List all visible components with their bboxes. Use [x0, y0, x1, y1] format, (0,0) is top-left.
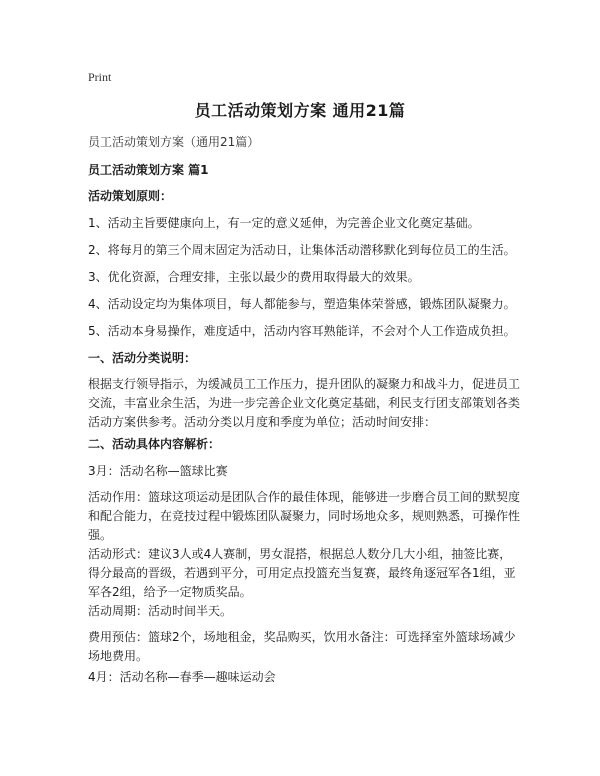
principle-item: 5、活动本身易操作，难度适中，活动内容耳熟能详，不会对个人工作造成负担。: [88, 324, 516, 338]
april-activity-title: 4月：活动名称—春季—趣味运动会: [88, 670, 276, 684]
principles-heading: 活动策划原则：: [88, 189, 173, 203]
march-activity-title: 3月：活动名称—篮球比赛: [88, 464, 228, 478]
march-activity-effect: 活动作用：篮球这项运动是团队合作的最佳体现，能够进一步磨合员工间的默契度和配合能力，在竞技过程中锻炼团队凝聚力，同时场地众多，规则熟悉，可操作性强。: [88, 490, 521, 542]
march-activity-form: 活动形式：建议3人或4人赛制，男女混搭，根据总人数分几大小组，抽签比赛，得分最高的晋级，若遇到平分，可用定点投篮充当复赛，最终角逐冠军各1组，亚军各2组，给予一定物质奖品。: [88, 547, 516, 599]
principle-item: 1、活动主旨要健康向上，有一定的意义延伸，为完善企业文化奠定基础。: [88, 216, 480, 230]
document-subtitle: 员工活动策划方案（通用21篇）: [88, 135, 260, 149]
march-activity-budget: 费用预估：篮球2个，场地租金，奖品购买，饮用水备注：可选择室外篮球场减少场地费用。: [88, 630, 516, 663]
principle-item: 2、将每月的第三个周末固定为活动日，让集体活动潜移默化到每位员工的生活。: [88, 243, 516, 257]
page-title: 员工活动策划方案 通用21篇: [194, 101, 406, 120]
print-label[interactable]: Print: [88, 70, 112, 84]
march-activity-period: 活动周期：活动时间半天。: [88, 604, 233, 618]
category-paragraph: 根据支行领导指示，为缓减员工工作压力，提升团队的凝聚力和战斗力，促进员工交流，丰富业余生活，为进一步完善企业文化奠定基础，利民支行团支部策划各类活动方案供参考。活动分类以月度和季度为单位；活动时间安排：: [88, 377, 521, 429]
principle-item: 3、优化资源，合理安排，主张以最少的费用取得最大的效果。: [88, 270, 420, 284]
category-heading: 一、活动分类说明：: [88, 351, 197, 365]
principle-item: 4、活动设定均为集体项目，每人都能参与，塑造集体荣誉感，锻炼团队凝聚力。: [88, 297, 516, 311]
content-heading: 二、活动具体内容解析：: [88, 437, 221, 451]
section-heading: 员工活动策划方案 篇1: [88, 163, 209, 177]
